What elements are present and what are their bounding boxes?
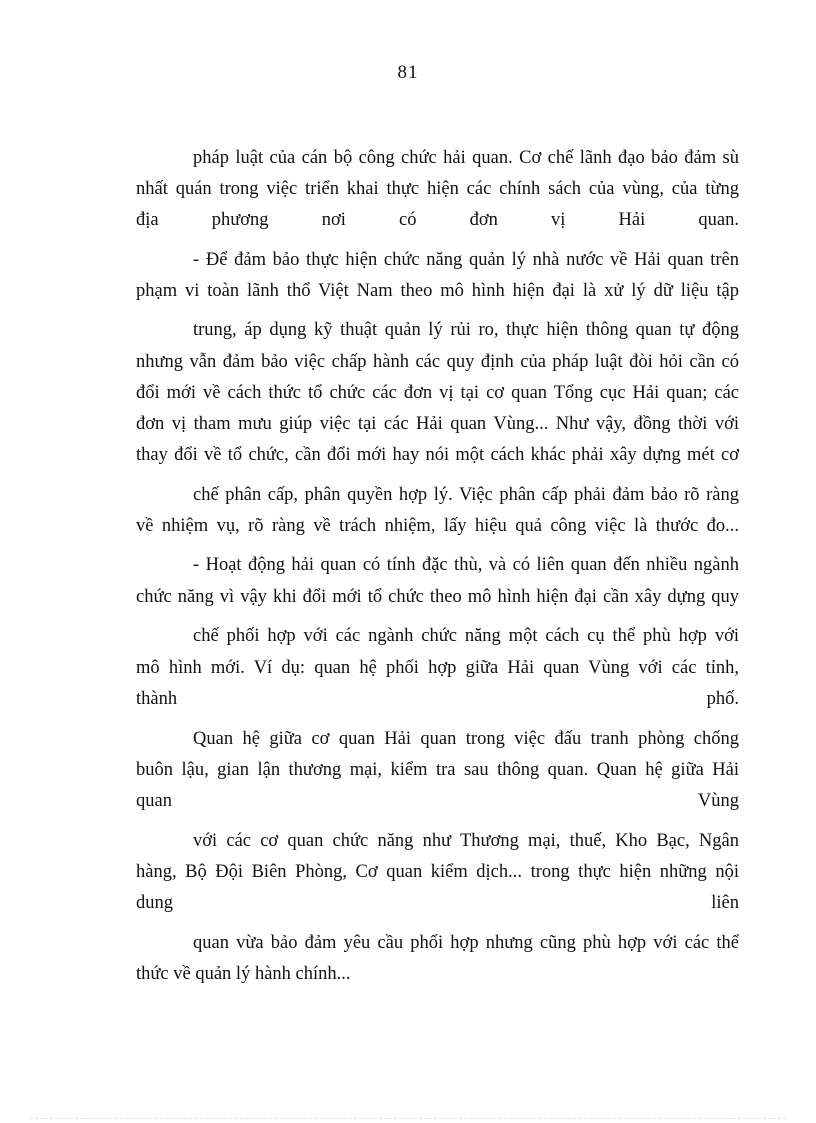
text-line: - Hoạt động hải quan có tính đặc thù, và có liên quan đến nhiều ngành [193, 555, 739, 575]
text-line: dung liên [136, 893, 739, 913]
text-line: mô hình mới. Ví dụ: quan hệ phối hợp giữa Hải quan Vùng với các tỉnh, [136, 658, 739, 678]
text-line: hàng, Bộ Đội Biên Phòng, Cơ quan kiểm dịch... trong thực hiện những nội [136, 862, 739, 882]
text-line: buôn lậu, gian lận thương mại, kiểm tra sau thông quan. Quan hệ giữa Hải [136, 760, 739, 780]
text-line: đổi mới về cách thức tổ chức các đơn vị tại cơ quan Tổng cục Hải quan; các [136, 383, 739, 403]
text-line: Quan hệ giữa cơ quan Hải quan trong việc đấu tranh phòng chống [193, 729, 739, 749]
text-line: địa phương nơi có đơn vị Hải quan. [136, 210, 739, 230]
text-line: chế phối hợp với các ngành chức năng một cách cụ thể phù hợp với [193, 626, 739, 646]
text-line: quan Vùng [136, 791, 739, 811]
text-line: thay đổi về tổ chức, cần đổi mới hay nói một cách khác phải xây dựng mét cơ [136, 445, 739, 465]
text-line: về nhiệm vụ, rõ ràng về trách nhiệm, lấy hiệu quả công việc là thước đo... [136, 516, 739, 536]
text-line: quan vừa bảo đảm yêu cầu phối hợp nhưng cũng phù hợp với các thể [193, 933, 739, 953]
text-line: pháp luật của cán bộ công chức hải quan. Cơ chế lãnh đạo bảo đảm sù [193, 148, 739, 168]
page-bottom-divider [30, 1118, 786, 1119]
text-line: trung, áp dụng kỹ thuật quản lý rủi ro, thực hiện thông quan tự động [193, 320, 739, 340]
text-line: với các cơ quan chức năng như Thương mại, thuế, Kho Bạc, Ngân [193, 831, 739, 851]
text-line: nhưng vẫn đảm bảo việc chấp hành các quy định của pháp luật đòi hỏi cần có [136, 352, 739, 372]
text-line: chức năng vì vậy khi đổi mới tổ chức theo mô hình hiện đại cần xây dựng quy [136, 587, 739, 607]
text-line: chế phân cấp, phân quyền hợp lý. Việc phân cấp phải đảm bảo rõ ràng [193, 485, 739, 505]
text-line: nhất quán trong việc triển khai thực hiện các chính sách của vùng, của từng [136, 179, 739, 199]
page-number: 81 [397, 62, 419, 83]
text-line: - Để đảm bảo thực hiện chức năng quản lý nhà nước về Hải quan trên [193, 250, 739, 270]
text-line: phạm vi toàn lãnh thổ Việt Nam theo mô hình hiện đại là xử lý dữ liệu tập [136, 281, 739, 301]
text-line: thức về quản lý hành chính... [136, 964, 351, 984]
text-line: thành phố. [136, 689, 739, 709]
text-line: đơn vị tham mưu giúp việc tại các Hải quan Vùng... Như vậy, đồng thời với [136, 414, 739, 434]
